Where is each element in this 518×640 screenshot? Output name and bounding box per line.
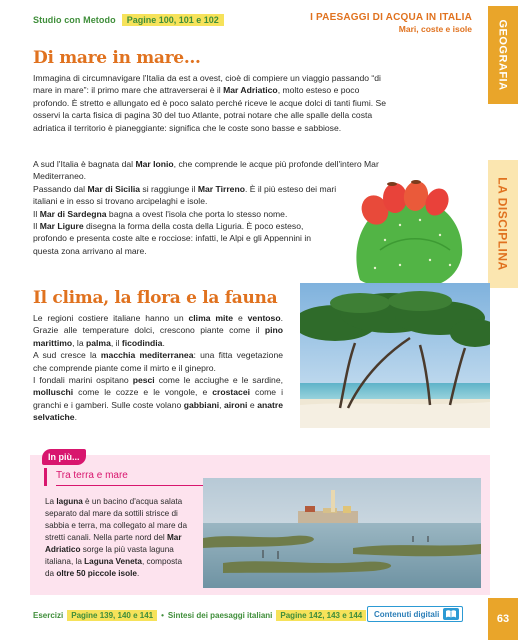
exercises-label: Esercizi [33,611,64,620]
rich-paragraph: Immagina di circumnavigare l'Italia da est a ovest, cioè di compiere un viaggio passando “di mare in mare”: il primo mare che attraverserai è il Mar Adriatico, molto esteso e poco profondo. È stretto e allungato ed è poco salato perché riceve le acque dolci di tanti fiumi. Se osservi la carta fisica di pagina 30 del tuo Atlante, potrai notare che alle spalle della costa adriatica il territorio è pianeggiante: significa che le coste sono basse e sabbiose. [33,73,387,133]
bold-term: laguna [56,497,83,506]
bold-term: ficodindia [121,337,163,348]
rich-paragraph: Passando dal Mar di Sicilia si raggiunge il Mar Tirreno. È il più esteso dei mari italiani e in esso si trovano arcipelaghi e isole. [33,183,337,207]
in-piu-badge: In più... [42,449,86,465]
discipline-tab-label-wrap [488,160,518,288]
chapter-title: I PAESAGGI DI ACQUA IN ITALIA [310,12,472,23]
prickly-pear-image [340,180,470,290]
exercises-pages[interactable]: Pagine 139, 140 e 141 [67,610,157,621]
page-number: 63 [488,598,518,640]
geography-tab-label: GEOGRAFIA [497,19,509,91]
bold-term: Mar di Sardegna [39,208,107,219]
bold-term: palma [86,337,111,348]
lagoon-photo [203,478,481,588]
climate-paragraph [33,312,283,424]
bold-term: anatre selvatiche [33,399,283,423]
bold-term: oltre 50 piccole isole [56,569,137,578]
study-method-pages[interactable]: Pagine 100, 101 e 102 [122,14,224,26]
study-method-header [33,13,224,27]
bold-term: Mar Ionio [135,159,174,169]
digital-content-label: Contenuti digitali [374,609,440,619]
geography-tab-label-wrap [488,6,518,104]
bold-term: macchia mediterranea [100,350,194,361]
lagoon-paragraph [45,496,193,580]
bold-term: aironi [224,399,248,410]
footer-bar [33,610,366,621]
in-piu-subtitle: Tra terra e mare [56,470,226,486]
rich-paragraph: La laguna è un bacino d'acqua salata separato dal mare da sottili strisce di sabbia e terra, ma collegato al mare da stretti canali. Nella parte nord del Mar Adriatico sorge la più vasta laguna italiana, la Laguna Veneta, composta da oltre 50 piccole isole. [45,497,187,578]
rich-paragraph: Il Mar Ligure disegna la forma della costa della Liguria. È poco esteso, profondo e presenta coste alte e rocciose: infatti, le Alpi e gli Appennini in questa zona arrivano al mare. [33,221,312,256]
rich-paragraph: Le regioni costiere italiane hanno un clima mite e ventoso. Grazie alle temperature dolci, crescono piante come il pino marittimo, la palma, il ficodindia. [33,313,283,348]
rich-paragraph: Il Mar di Sardegna bagna a ovest l'isola che porta lo stesso nome. [33,208,288,219]
bold-term: Mar Ligure [39,221,84,232]
bold-term: molluschi [33,387,74,398]
footer-bullet: • [161,611,164,620]
bold-term: Mar Adriatico [223,85,278,96]
bold-term: Mar Adriatico [45,533,182,554]
section-title-climate: Il clima, la flora e la fauna [33,288,278,308]
section-title-seas: Di mare in mare… [33,48,201,68]
chapter-heading [310,12,472,34]
seas-description [33,158,393,257]
bold-term: pesci [132,375,155,386]
summary-pages[interactable]: Pagine 142, 143 e 144 [276,610,366,621]
pine-beach-photo [300,283,490,428]
bold-term: crostacei [212,387,251,398]
bold-term: ventoso [247,313,281,323]
bold-term: pino marittimo [33,325,283,348]
rich-paragraph: A sud cresce la macchia mediterranea: una fitta vegetazione che comprende piante come il mirto e il ginepro. [33,350,283,373]
rich-paragraph: I fondali marini ospitano pesci come le acciughe e le sardine, molluschi come le cozze e le vongole, e crostacei come i granchi e i gamberi. Sulle coste volano gabbiani, aironi e anatre selvatiche. [33,375,283,423]
discipline-tab-label: LA DISCIPLINA [496,177,511,271]
rich-paragraph: A sud l'Italia è bagnata dal Mar Ionio, che comprende le acque più profonde dell'intero Mar Mediterraneo. [33,159,379,182]
bold-term: Mar di Sicilia [87,183,141,194]
chapter-subtitle: Mari, coste e isole [398,24,472,34]
bold-term: gabbiani [183,399,220,410]
seas-intro-paragraph [33,72,388,134]
open-book-icon [443,608,459,620]
bold-term: clima mite [188,313,234,323]
bold-term: Laguna Veneta [84,557,142,566]
bold-term: Mar Tirreno [197,183,245,194]
study-method-label: Studio con Metodo [33,15,116,25]
summary-label: Sintesi dei paesaggi italiani [167,611,273,620]
digital-content-button[interactable] [367,606,463,622]
